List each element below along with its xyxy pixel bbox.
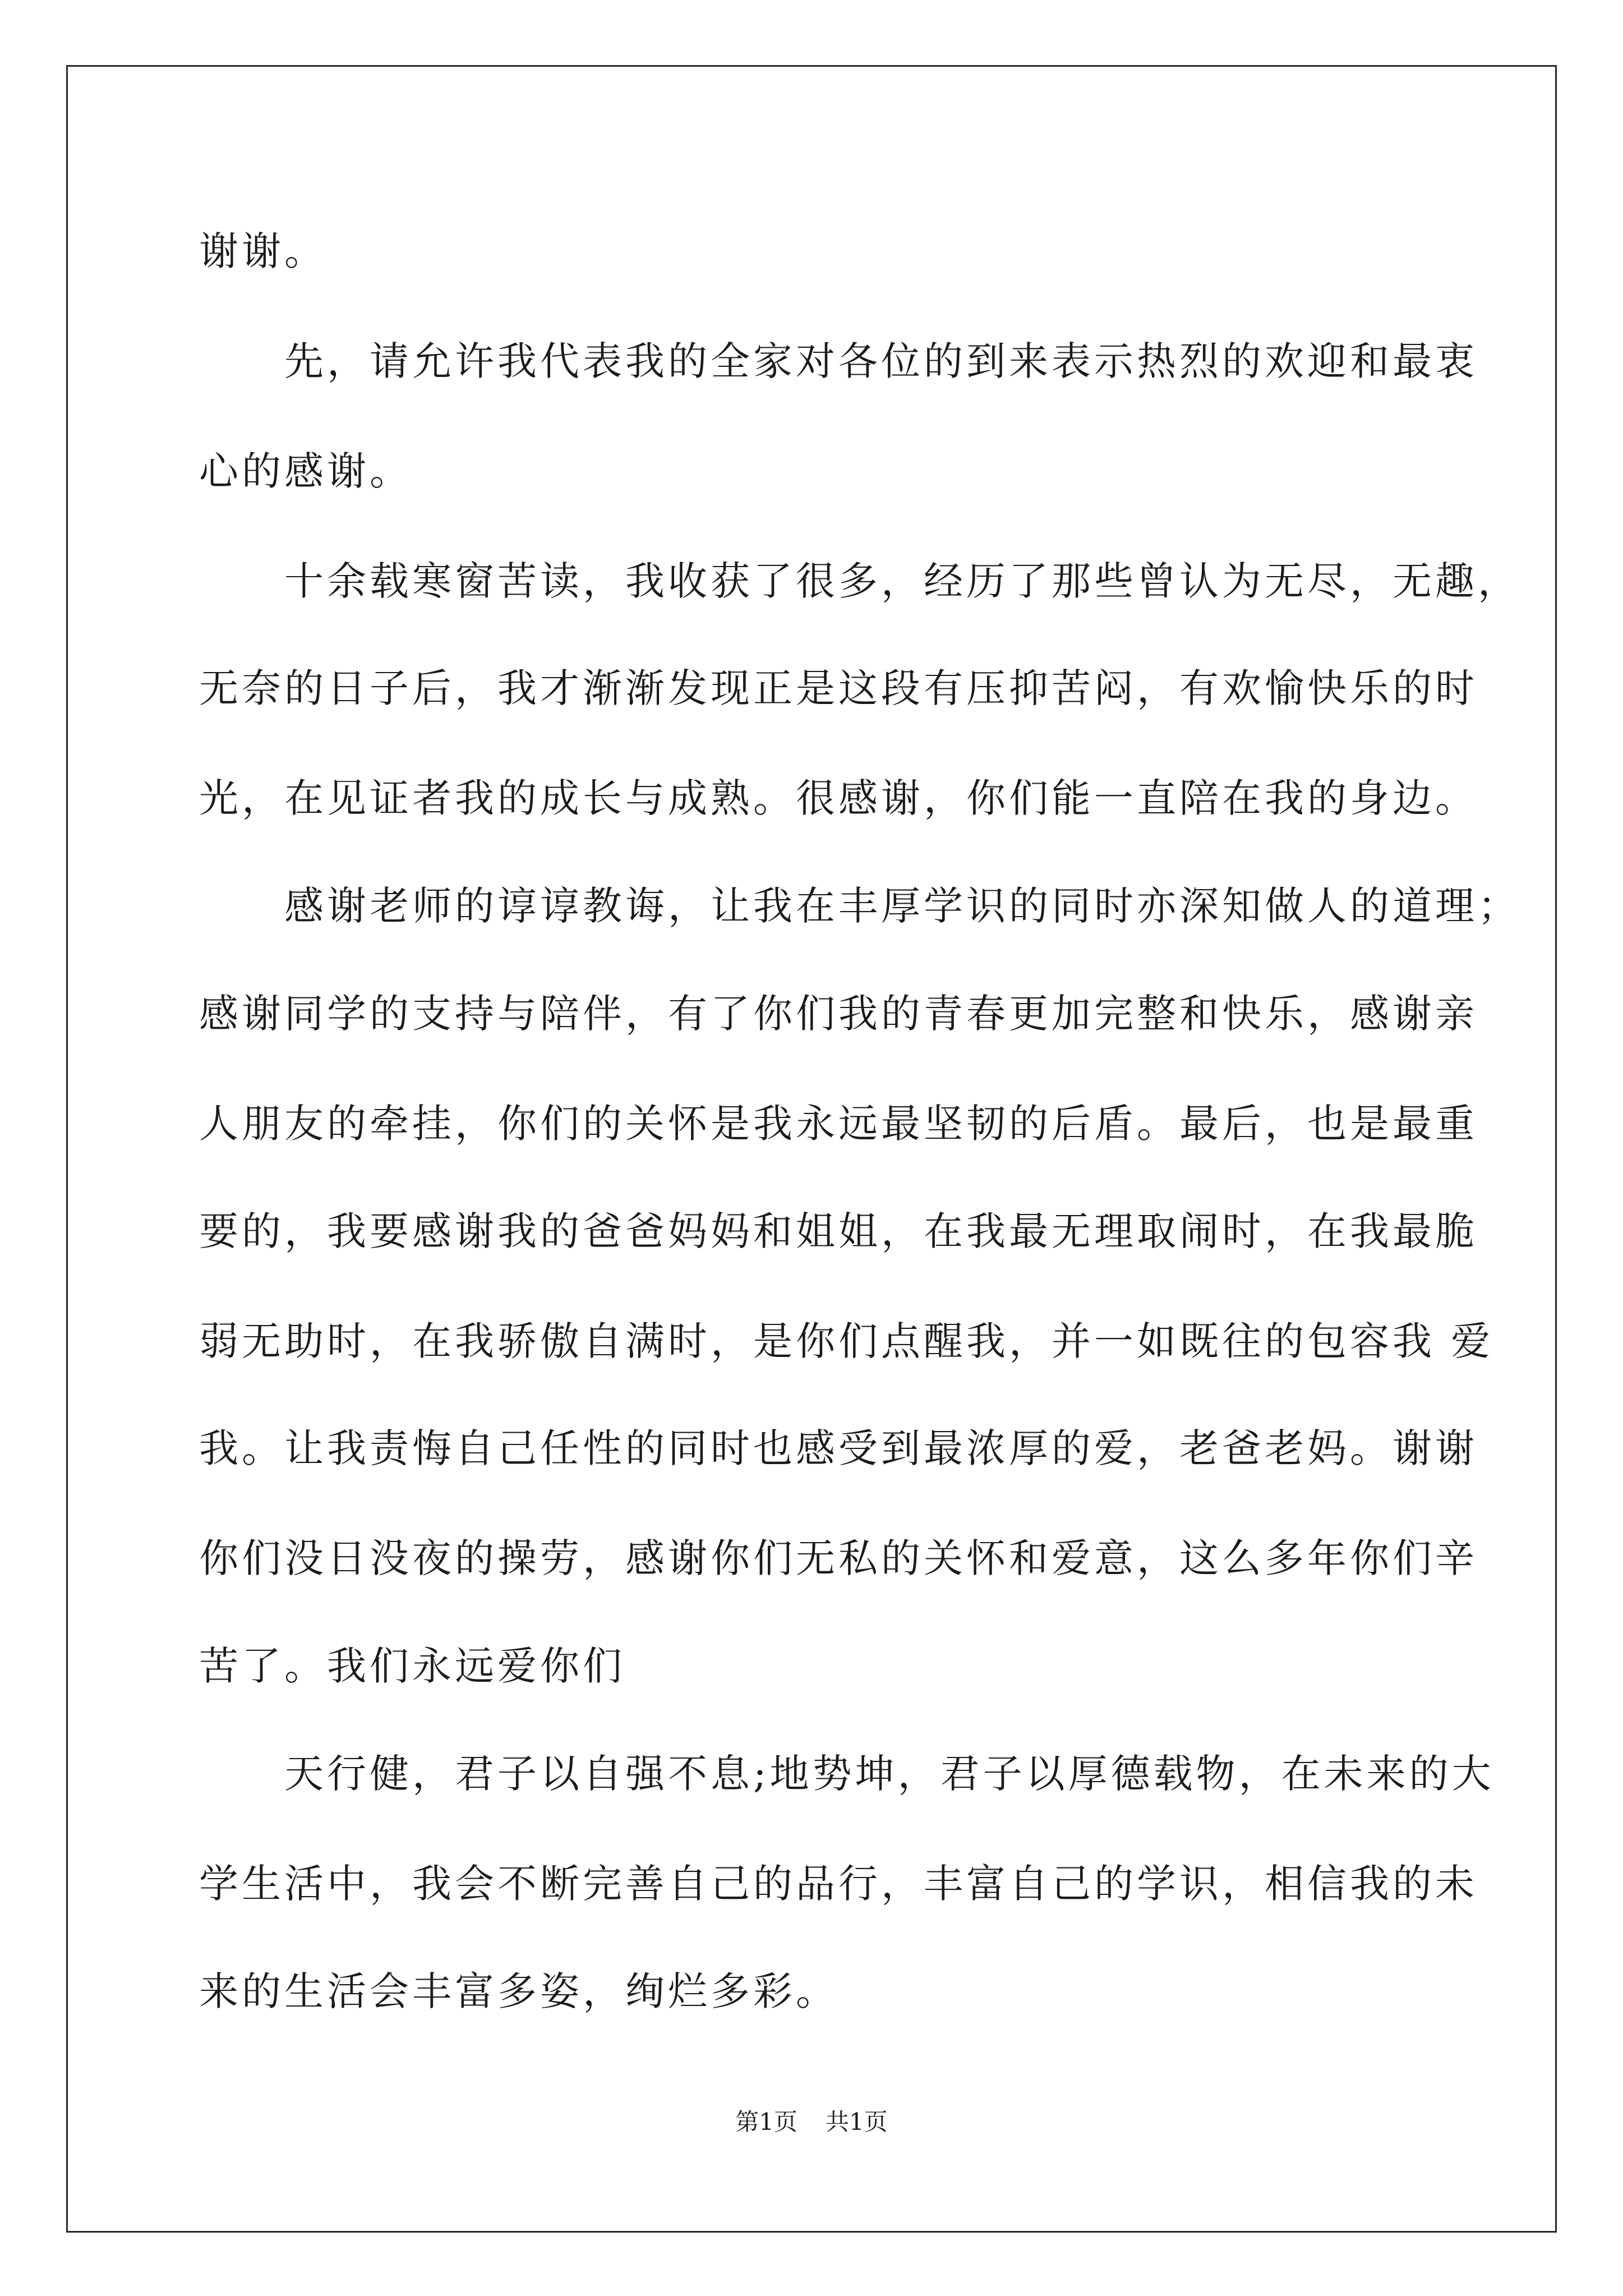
- text-line: 苦了。我们永远爱你们: [199, 1643, 625, 1689]
- text-line: 感谢同学的支持与陪伴，有了你们我的青春更加完整和快乐，感谢亲: [199, 991, 1478, 1037]
- page-border: [66, 65, 1557, 2233]
- page-total: 共1页: [826, 2108, 888, 2136]
- text-line: 无奈的日子后，我才渐渐发现正是这段有压抑苦闷，有欢愉快乐的时: [199, 665, 1478, 711]
- text-line: 心的感谢。: [199, 448, 412, 494]
- text-line: 十余载寒窗苦读，我收获了很多，经历了那些曾认为无尽，无趣，: [199, 558, 1520, 604]
- text-line: 学生活中，我会不断完善自己的品行，丰富自己的学识，相信我的未: [199, 1861, 1478, 1907]
- text-line: 你们没日没夜的操劳，感谢你们无私的关怀和爱意，这么多年你们辛: [199, 1535, 1478, 1581]
- text-line: 光，在见证者我的成长与成熟。很感谢，你们能一直陪在我的身边。: [199, 775, 1478, 821]
- text-line: 先，请允许我代表我的全家对各位的到来表示热烈的欢迎和最衷: [199, 338, 1478, 384]
- text-line: 天行健，君子以自强不息;地势坤，君子以厚德载物，在未来的大: [199, 1751, 1495, 1797]
- page-footer: [0, 2104, 1623, 2137]
- text-line: 来的生活会丰富多姿，绚烂多彩。: [199, 1968, 838, 2014]
- text-line: 要的，我要感谢我的爸爸妈妈和姐姐，在我最无理取闹时，在我最脆: [199, 1208, 1478, 1254]
- text-line: 人朋友的牵挂，你们的关怀是我永远最坚韧的后盾。最后，也是最重: [199, 1101, 1478, 1147]
- text-line: 我。让我责悔自己任性的同时也感受到最浓厚的爱，老爸老妈。谢谢: [199, 1425, 1478, 1471]
- text-line: 弱无助时，在我骄傲自满时，是你们点醒我，并一如既往的包容我 爱: [199, 1318, 1494, 1364]
- text-line: 谢谢。: [199, 228, 327, 274]
- text-line: 感谢老师的谆谆教诲，让我在丰厚学识的同时亦深知做人的道理；: [199, 883, 1520, 929]
- page-number: 第1页: [735, 2108, 797, 2136]
